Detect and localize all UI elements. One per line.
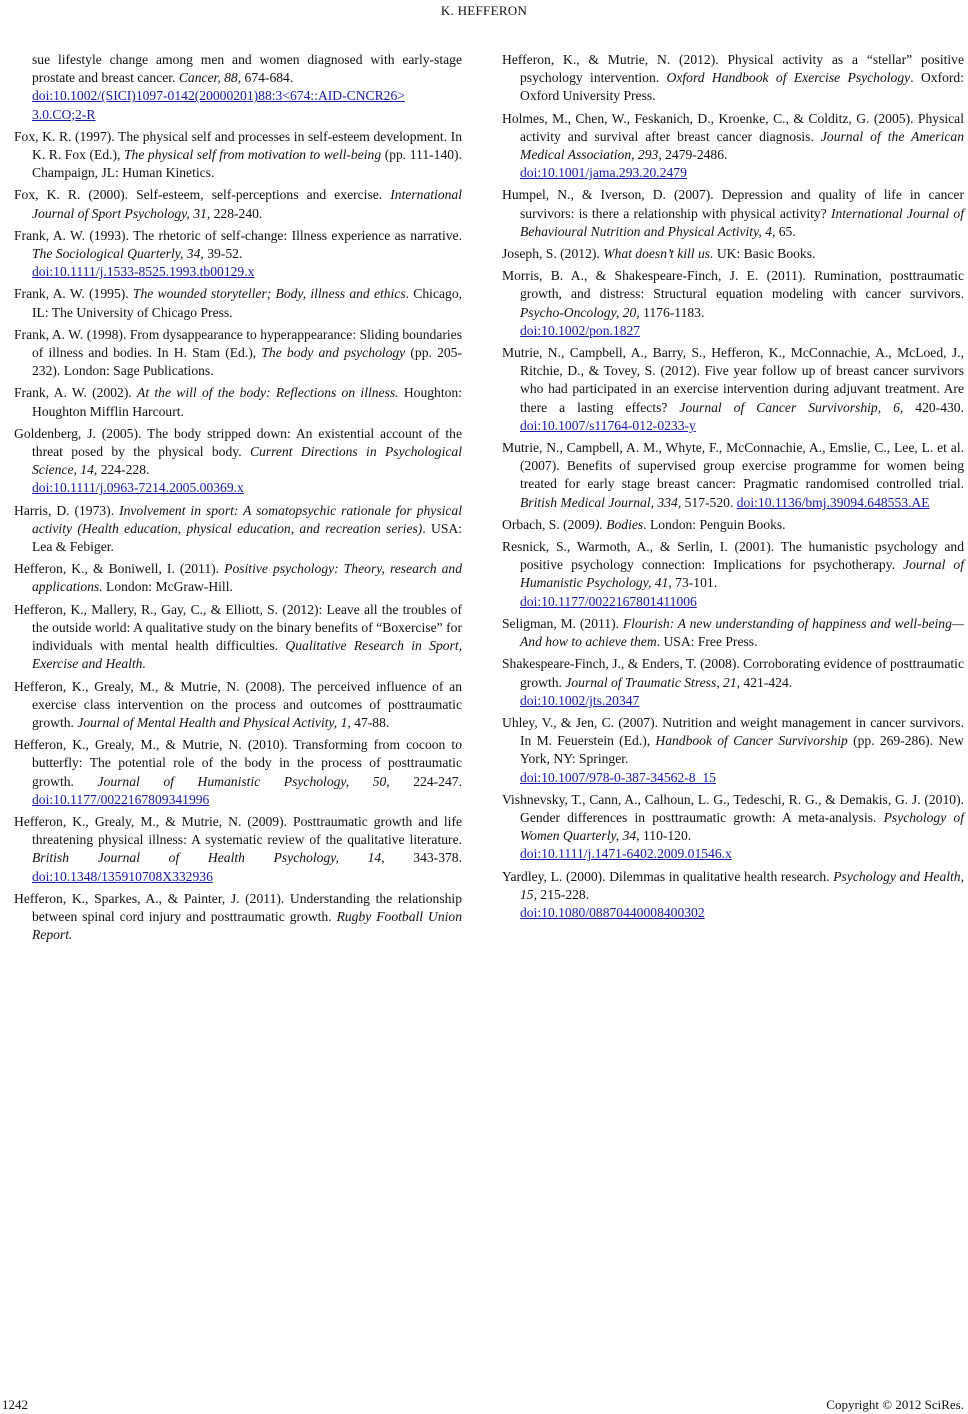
- doi-link[interactable]: doi:10.1002/jts.20347: [520, 692, 640, 708]
- reference-text: Shakespeare-Finch, J., & Enders, T. (2008). Corroborating evidence of posttraumatic growth.: [502, 656, 964, 690]
- reference-text: Fox, K. R. (1997). The physical self and processes in self-esteem development. In K. R. Fox (Ed.),: [14, 128, 462, 163]
- reference-entry: [14, 601, 462, 674]
- doi-link[interactable]: doi:10.1136/bmj.39094.648553.AE: [736, 494, 930, 510]
- reference-text: . Chicago, IL: The University of Chicago Press.: [32, 286, 463, 320]
- reference-text: Morris, B. A., & Shakespeare-Finch, J. E. (2011). Rumination, posttraumatic growth, and distress: Structural equation modeling with cancer survivors.: [502, 268, 964, 302]
- reference-text: Uhley, V., & Jen, C. (2007). Nutrition and weight management in cancer survivors. In M. Feuerstein (Ed.),: [502, 714, 964, 749]
- reference-text: 39-52.: [203, 246, 243, 262]
- reference-text: Frank, A. W. (1993). The rhetoric of self-change: Illness experience as narrative.: [14, 227, 462, 243]
- doi-link[interactable]: doi:10.1007/978-0-387-34562-8_15: [520, 769, 716, 785]
- doi-link[interactable]: doi:10.1001/jama.293.20.2479: [520, 165, 687, 181]
- reference-entry: [14, 890, 462, 945]
- doi-link[interactable]: doi:10.1002/(SICI)1097-0142(20000201)88:3<674::AID-CNCR26> 3.0.CO;2-R: [32, 88, 405, 122]
- reference-source-title: Involvement in sport: A somatopsychic rationale for physical activity (Health education, physical education, and recreation series): [32, 502, 462, 536]
- reference-entry: [502, 655, 964, 710]
- reference-entry: [14, 560, 462, 596]
- reference-text: Frank, A. W. (1998). From dysappearance to hyperappearance: Sliding boundaries of illness and bodies. In H. Stam (Ed.),: [14, 326, 462, 361]
- reference-source-title: Journal of the American Medical Association, 293,: [520, 128, 964, 163]
- page-number: 1242: [2, 1397, 28, 1412]
- reference-entry: [14, 813, 462, 886]
- reference-text: Humpel, N., & Iverson, D. (2007). Depression and quality of life in cancer survivors: is there a relationship with physical activity?: [502, 187, 964, 221]
- references-left-column: [14, 51, 462, 948]
- reference-text: Hefferon, K., Sparkes, A., & Painter, J. (2011). Understanding the relationship between spinal cord injury and posttraumatic growth.: [14, 890, 462, 924]
- reference-text: 343-378.: [384, 850, 463, 866]
- reference-source-title: International Journal of Behavioural Nutrition and Physical Activity, 4,: [520, 205, 964, 239]
- reference-text: (pp. 269-286). New York, NY: Springer.: [520, 733, 964, 767]
- reference-entry: [14, 425, 462, 498]
- reference-source-title: The Sociological Quarterly, 34,: [32, 246, 204, 262]
- reference-source-title: Current Directions in Psychological Science, 14,: [32, 444, 462, 478]
- reference-source-title: The physical self from motivation to well-being: [123, 147, 382, 163]
- doi-link[interactable]: doi:10.1111/j.1533-8525.1993.tb00129.x: [32, 264, 255, 280]
- reference-text: Mutrie, N., Campbell, A., Barry, S., Hefferon, K., McConnachie, A., McLoed, J., Ritchie, D., & Tovey, S. (2012). Five year follow up of breast cancer survivors who had participated in an exercise intervention during adjuvant treatment. Are there a lasting effects?: [502, 345, 964, 415]
- reference-text: Hefferon, K., & Boniwell, I. (2011).: [14, 561, 225, 577]
- reference-source-title: Journal of Humanistic Psychology, 41,: [520, 557, 964, 591]
- reference-source-title: Rugby Football Union Report.: [32, 908, 462, 943]
- reference-source-title: At the will of the body: Reflections on illness.: [137, 385, 399, 401]
- reference-source-title: Flourish: A new understanding of happiness and well-being—And how to achieve them: [520, 615, 964, 650]
- reference-text: Yardley, L. (2000). Dilemmas in qualitative health research.: [502, 868, 834, 884]
- doi-link[interactable]: doi:10.1177/0022167801411006: [520, 593, 697, 609]
- reference-text: Houghton: Houghton Mifflin Harcourt.: [32, 385, 462, 419]
- reference-source-title: Psychology of Women Quarterly, 34,: [520, 809, 964, 844]
- reference-text: Fox, K. R. (2000). Self-esteem, self-perceptions and exercise.: [14, 187, 391, 203]
- reference-text: Seligman, M. (2011).: [502, 615, 623, 631]
- reference-text: Hefferon, K., & Mutrie, N. (2012). Physical activity as a “stellar” positive psychology intervention.: [502, 52, 964, 86]
- reference-entry: [502, 344, 964, 435]
- reference-entry: [14, 128, 462, 183]
- reference-text: (pp. 111-140). Champaign, JL: Human Kinetics.: [32, 147, 462, 181]
- reference-entry: [14, 502, 462, 557]
- reference-text: Joseph, S. (2012).: [502, 246, 604, 262]
- reference-text: Goldenberg, J. (2005). The body stripped down: An existential account of the threat posed by the physical body.: [14, 425, 462, 460]
- doi-link[interactable]: doi:10.1348/135910708X332936: [32, 868, 213, 884]
- reference-source-title: International Journal of Sport Psychology, 31,: [32, 187, 462, 221]
- reference-entry: [502, 516, 964, 534]
- reference-source-title: Cancer, 88,: [178, 70, 242, 86]
- reference-text: Hefferon, K., Mallery, R., Gay, C., & Elliott, S. (2012): Leave all the troubles of the outside world: A qualitative study on the binary benefits of “Boxercise” for individuals with mental health difficulties.: [14, 601, 462, 654]
- reference-text: Holmes, M., Chen, W., Feskanich, D., Kroenke, C., & Colditz, G. (2005). Physical activity and survival after breast cancer diagnosis.: [502, 110, 964, 144]
- reference-text: 47-88.: [350, 714, 390, 730]
- reference-entry: [502, 714, 964, 787]
- reference-source-title: Psycho-Oncology, 20,: [520, 304, 640, 320]
- doi-link[interactable]: doi:10.1111/j.0963-7214.2005.00369.x: [32, 480, 244, 496]
- reference-entry: [14, 736, 462, 809]
- reference-entry: [14, 227, 462, 282]
- reference-entry: [502, 267, 964, 340]
- reference-text: Hefferon, K., Grealy, M., & Mutrie, N. (2008). The perceived influence of an exercise class intervention on the process and outcomes of posttraumatic growth.: [14, 678, 462, 730]
- reference-entry: [502, 868, 964, 923]
- reference-entry: [14, 285, 462, 321]
- reference-text: UK: Basic Books.: [713, 246, 816, 262]
- reference-text: London: McGraw-Hill.: [102, 579, 233, 595]
- doi-link[interactable]: doi:10.1177/0022167809341996: [32, 791, 210, 807]
- reference-text: 2479-2486.: [661, 147, 728, 163]
- reference-text: 517-520.: [681, 494, 737, 510]
- reference-text: 215-228.: [537, 886, 590, 902]
- reference-text: 73-101.: [671, 575, 718, 591]
- reference-entry: [14, 186, 462, 222]
- reference-text: 420-430.: [903, 399, 964, 415]
- reference-entry: [14, 326, 462, 381]
- reference-text: 1176-1183.: [639, 304, 705, 320]
- reference-text: 224-228.: [97, 462, 150, 478]
- reference-text: 110-120.: [639, 828, 692, 844]
- reference-text: Frank, A. W. (2002).: [14, 385, 138, 401]
- reference-source-title: Qualitative Research in Sport, Exercise and Health.: [32, 638, 463, 672]
- reference-text: Vishnevsky, T., Cann, A., Calhoun, L. G., Tedeschi, R. G., & Demakis, G. J. (2010). Gender differences in posttraumatic growth: A meta-analysis.: [502, 791, 964, 825]
- doi-link[interactable]: doi:10.1080/08870440008400302: [520, 904, 705, 920]
- reference-text: Frank, A. W. (1995).: [14, 286, 133, 302]
- reference-entry: [502, 186, 964, 241]
- reference-source-title: British Journal of Health Psychology, 14,: [32, 850, 385, 866]
- reference-entry: [502, 110, 964, 183]
- reference-entry: [502, 538, 964, 611]
- reference-source-title: British Medical Journal, 334,: [520, 494, 682, 510]
- reference-text: Hefferon, K., Grealy, M., & Mutrie, N. (2009). Posttraumatic growth and life threatening physical illness: A systematic review of the qualitative literature.: [14, 813, 462, 848]
- references-right-column: [502, 51, 964, 926]
- reference-source-title: Positive psychology: Theory, research and applications.: [32, 561, 463, 595]
- reference-text: . USA: Free Press.: [656, 634, 758, 650]
- reference-text: Mutrie, N., Campbell, A. M., Whyte, F., McConnachie, A., Emslie, C., Lee, L. et al. (2007). Benefits of supervised group exercise programme for women being treated for early stage breast cancer: Pragmatic randomised controlled trial.: [502, 440, 964, 492]
- reference-source-title: Oxford Handbook of Exercise Psychology: [666, 70, 911, 86]
- doi-link[interactable]: doi:10.1007/s11764-012-0233-y: [520, 417, 696, 433]
- reference-entry: [14, 384, 462, 420]
- reference-entry: [502, 51, 964, 106]
- reference-text: Hefferon, K., Grealy, M., & Mutrie, N. (2010). Transforming from cocoon to butterfly: The potential role of the body in the process of posttraumatic growth.: [14, 737, 462, 789]
- reference-source-title: What doesn’t kill us.: [603, 246, 714, 262]
- reference-source-title: Handbook of Cancer Survivorship: [655, 733, 848, 749]
- reference-entry: [502, 791, 964, 864]
- reference-text: Orbach, S. (2009: [502, 516, 595, 532]
- reference-source-title: The wounded storyteller; Body, illness and ethics: [132, 286, 406, 302]
- reference-text: 421-424.: [740, 674, 793, 690]
- reference-source-title: Psychology and Health, 15,: [520, 868, 964, 902]
- doi-link[interactable]: doi:10.1002/pon.1827: [520, 322, 641, 338]
- reference-text: . Oxford: Oxford University Press.: [520, 70, 964, 104]
- reference-text: Resnick, S., Warmoth, A., & Serlin, I. (2001). The humanistic psychology and positive psychology connection: Implications for psychotherapy.: [502, 539, 964, 573]
- reference-text: sue lifestyle change among men and women diagnosed with early-stage prostate and breast cancer.: [32, 52, 462, 86]
- running-head: K. HEFFERON: [440, 3, 528, 18]
- reference-text: 65.: [775, 223, 796, 239]
- copyright-notice: Copyright © 2012 SciRes.: [826, 1397, 964, 1412]
- reference-text: . USA: Lea & Febiger.: [32, 520, 462, 555]
- reference-entry: [502, 439, 964, 512]
- reference-text: 228-240.: [210, 205, 263, 221]
- reference-source-title: Journal of Humanistic Psychology, 50,: [97, 773, 390, 789]
- reference-source-title: ). Bodies: [594, 516, 644, 532]
- reference-entry: [14, 678, 462, 733]
- reference-source-title: Journal of Mental Health and Physical Activity, 1,: [77, 714, 351, 730]
- reference-text: . London: Penguin Books.: [643, 516, 786, 532]
- reference-text: 674-684.: [241, 70, 294, 86]
- doi-link[interactable]: doi:10.1111/j.1471-6402.2009.01546.x: [520, 846, 732, 862]
- reference-source-title: Journal of Traumatic Stress, 21,: [565, 674, 741, 690]
- reference-source-title: The body and psychology: [261, 345, 406, 361]
- reference-entry: [502, 615, 964, 651]
- reference-text: (pp. 205-232). London: Sage Publications.: [32, 345, 462, 379]
- reference-source-title: Journal of Cancer Survivorship, 6,: [679, 399, 904, 415]
- reference-entry: [14, 51, 462, 124]
- reference-text: 224-247.: [389, 773, 462, 789]
- reference-entry: [502, 245, 964, 263]
- reference-text: Harris, D. (1973).: [14, 502, 120, 518]
